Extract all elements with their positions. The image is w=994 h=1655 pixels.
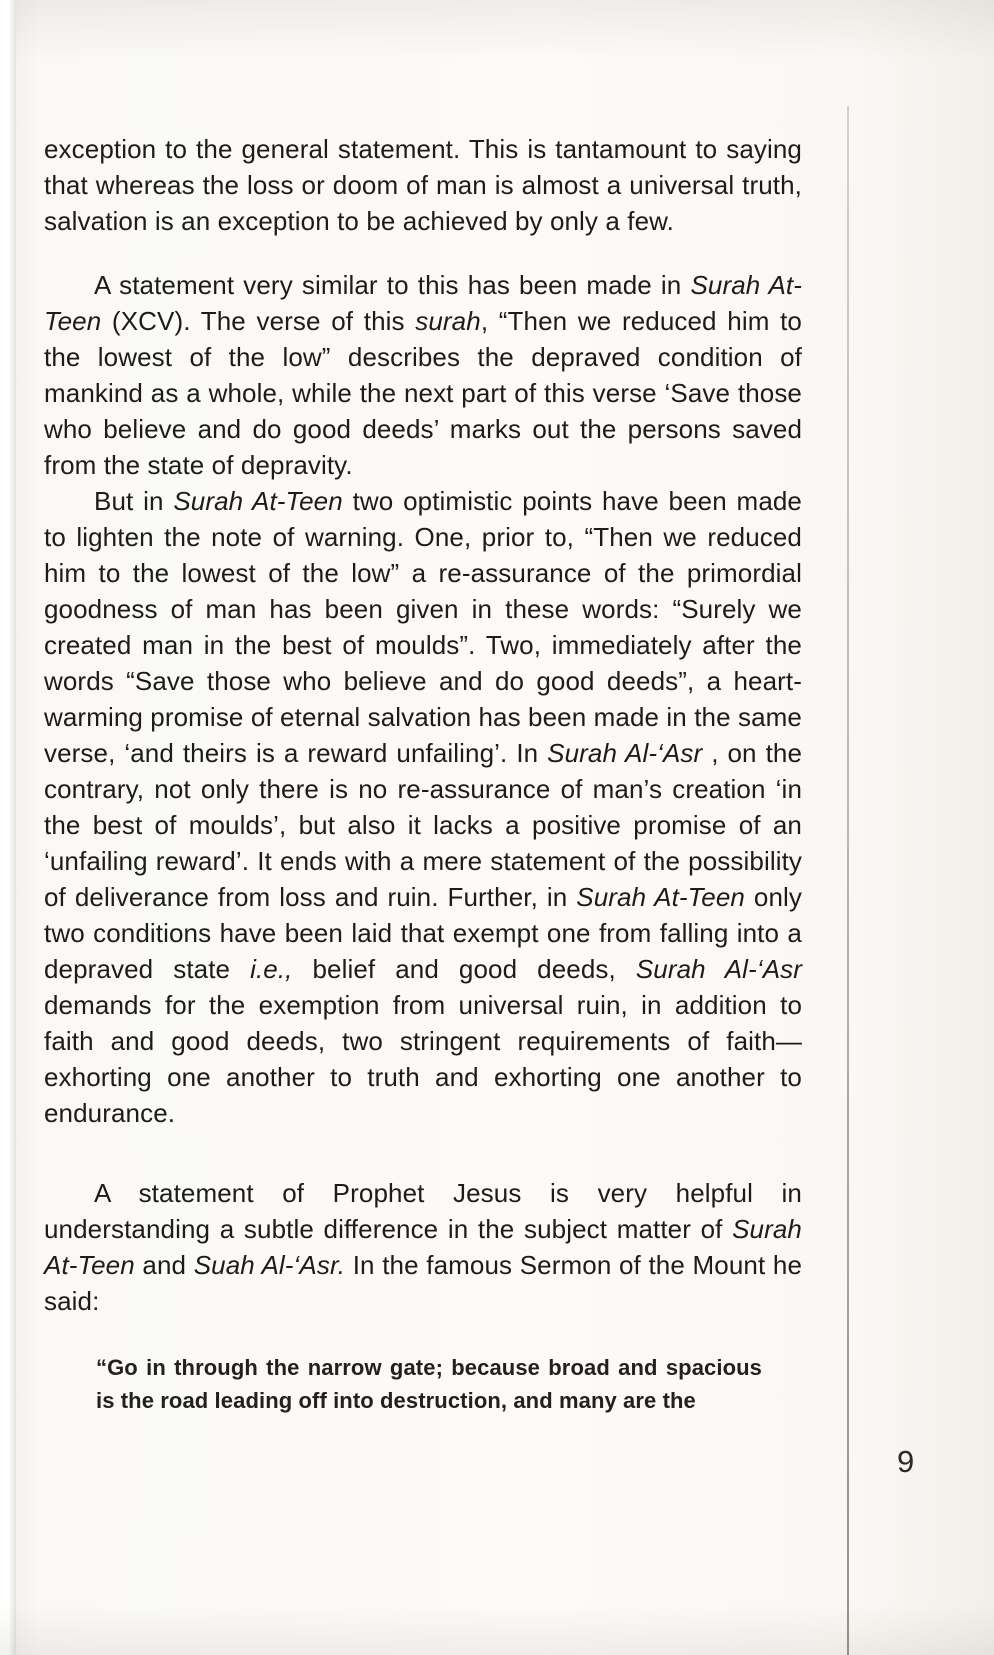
text-segment: only two conditions have been laid that exempt one from falling into a depraved state (44, 882, 803, 984)
italic-text-segment: Surah At-Teen (173, 486, 343, 516)
text-segment: “Go in through the narrow gate; because broad and spacious is the road leading off into destruction, and many are the (96, 1355, 762, 1413)
paragraph-continuation (44, 131, 802, 239)
text-segment: demands for the exemption from universal ruin, in addition to faith and good deeds, two stringent requirements of faith—exhorting one another to truth and exhorting one another to endurance. (44, 990, 802, 1128)
text-segment: In the famous Sermon of the Mount he said: (44, 1250, 803, 1316)
italic-text-segment: Surah At-Teen (576, 882, 745, 912)
text-segment: (XCV). The verse of this (101, 306, 416, 336)
page-edge-line (847, 106, 849, 1655)
paragraph-surah-atteen-intro (44, 267, 802, 483)
italic-text-segment: i.e., (250, 954, 293, 984)
text-segment: belief and good deeds, (292, 954, 636, 984)
text-segment: and (134, 1250, 194, 1280)
italic-text-segment: Surah At-Teen (44, 1214, 802, 1280)
italic-text-segment: Suah Al-‘Asr. (193, 1250, 346, 1280)
page-number: 9 (897, 1444, 915, 1479)
paragraph-optimistic-points (44, 483, 802, 1131)
text-segment: , on the contrary, not only there is no re-assurance of man’s creation ‘in the best of moulds’, but also it lacks a positive promise of an ‘unfailing reward’. It ends with a mere statement of the possibility of deliverance from loss and ruin. Further, in (44, 738, 803, 912)
text-block (44, 131, 802, 1417)
text-segment: A statement of Prophet Jesus is very helpful in understanding a subtle difference in the subject matter of (44, 1178, 802, 1244)
paragraph-prophet-jesus (44, 1175, 802, 1319)
text-segment: two optimistic points have been made to lighten the note of warning. One, prior to, “Then we reduced him to the lowest of the low” a re-assurance of the primordial goodness of man has been given in these words: “Surely we created man in the best of moulds”. Two, immediately after the words “Save those who believe and do good deeds”, a heart-warming promise of eternal salvation has been made in the same verse, ‘and theirs is a reward unfailing’. In (44, 486, 802, 768)
italic-text-segment: surah (415, 306, 481, 336)
text-segment: exception to the general statement. This is tantamount to saying that whereas the loss or doom of man is almost a universal truth, salvation is an exception to be achieved by only a few. (44, 134, 802, 236)
text-segment: A statement very similar to this has been made in (94, 270, 691, 300)
text-segment: But in (94, 486, 174, 516)
italic-text-segment: Surah Al-‘Asr (547, 738, 703, 768)
left-scan-edge (0, 0, 16, 1655)
italic-text-segment: Surah Al-‘Asr (635, 954, 802, 984)
italic-text-segment: Surah At-Teen (44, 270, 803, 336)
block-quote-sermon (44, 1351, 802, 1417)
text-segment: , “Then we reduced him to the lowest of the low” describes the depraved condition of mankind as a whole, while the next part of this verse ‘Save those who believe and do good deeds’ marks out the persons saved from the state of depravity. (44, 306, 802, 480)
